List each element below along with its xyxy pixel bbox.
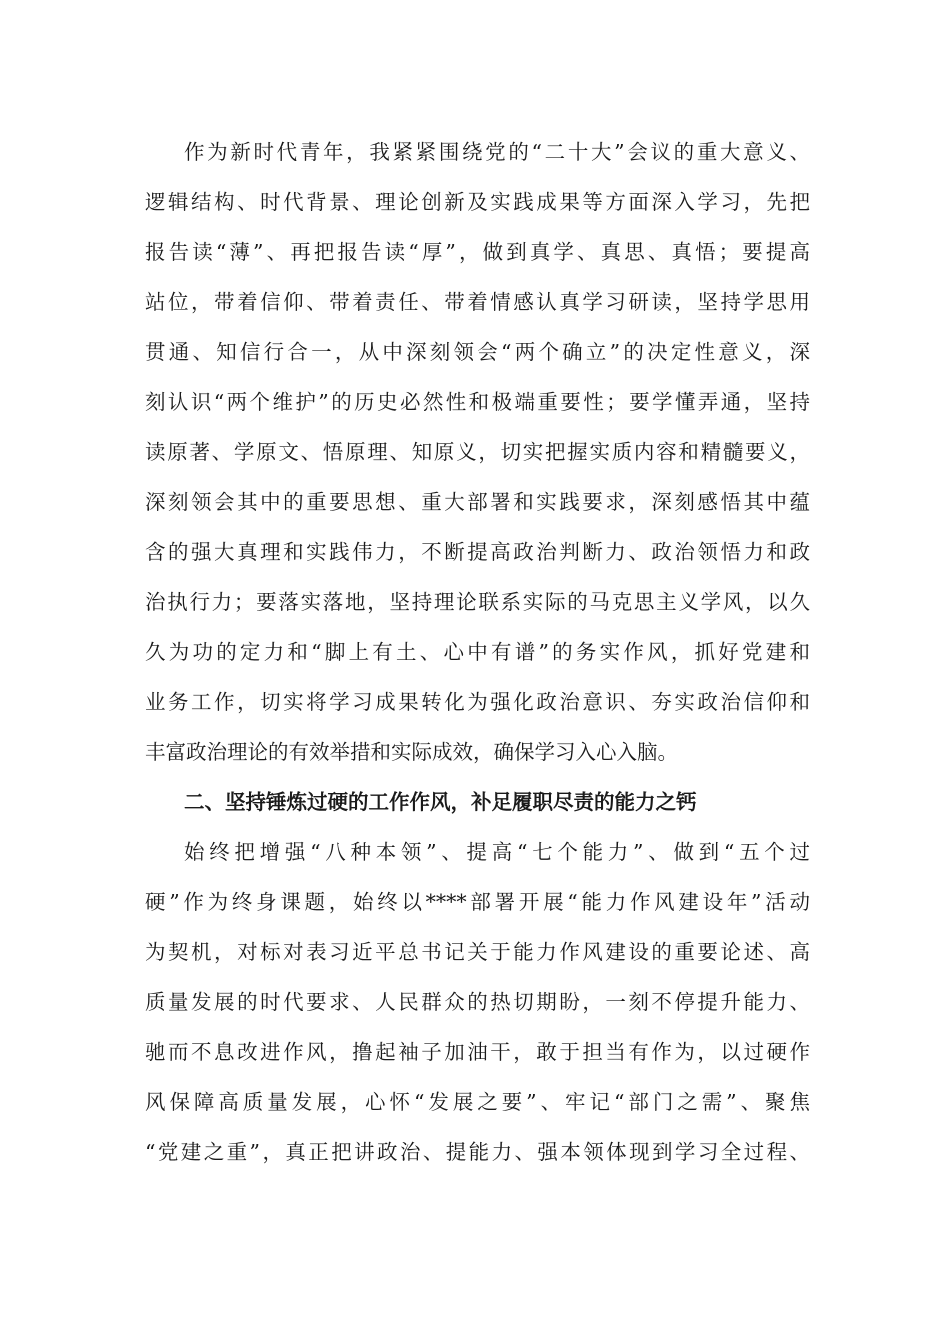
paragraph-2-line-5: 驰而不息改进作风，撸起袖子加油干，敢于担当有作为，以过硬作 xyxy=(145,1040,810,1064)
paragraph-1-line-12: 业务工作，切实将学习成果转化为强化政治意识、夯实政治信仰和 xyxy=(145,690,810,714)
paragraph-1-line-7: 读原著、学原文、悟原理、知原义，切实把握实质内容和精髓要义， xyxy=(145,440,810,464)
paragraph-1-line-3: 报告读“薄”、再把报告读“厚”，做到真学、真思、真悟；要提高 xyxy=(145,240,810,264)
section-heading-2: 二、坚持锤炼过硬的工作作风，补足履职尽责的能力之钙 xyxy=(184,790,697,814)
paragraph-2-line-2: 硬”作为终身课题，始终以****部署开展“能力作风建设年”活动 xyxy=(145,890,810,914)
paragraph-2-line-3: 为契机，对标对表习近平总书记关于能力作风建设的重要论述、高 xyxy=(145,940,810,964)
paragraph-1-line-1: 作为新时代青年，我紧紧围绕党的“二十大”会议的重大意义、 xyxy=(184,140,810,164)
paragraph-1-line-2: 逻辑结构、时代背景、理论创新及实践成果等方面深入学习，先把 xyxy=(145,190,810,214)
paragraph-2-line-1: 始终把增强“八种本领”、提高“七个能力”、做到“五个过 xyxy=(184,840,810,864)
paragraph-1-line-5: 贯通、知信行合一，从中深刻领会“两个确立”的决定性意义，深 xyxy=(145,340,810,364)
paragraph-1-line-10: 治执行力；要落实落地，坚持理论联系实际的马克思主义学风，以久 xyxy=(145,590,810,614)
paragraph-1-line-6: 刻认识“两个维护”的历史必然性和极端重要性；要学懂弄通，坚持 xyxy=(145,390,810,414)
paragraph-2-line-4: 质量发展的时代要求、人民群众的热切期盼，一刻不停提升能力、 xyxy=(145,990,810,1014)
paragraph-2-line-6: 风保障高质量发展，心怀“发展之要”、牢记“部门之需”、聚焦 xyxy=(145,1090,810,1114)
paragraph-2-line-7: “党建之重”，真正把讲政治、提能力、强本领体现到学习全过程、 xyxy=(145,1140,810,1164)
paragraph-1-line-8: 深刻领会其中的重要思想、重大部署和实践要求，深刻感悟其中蕴 xyxy=(145,490,810,514)
paragraph-1-line-9: 含的强大真理和实践伟力，不断提高政治判断力、政治领悟力和政 xyxy=(145,540,810,564)
paragraph-1-line-4: 站位，带着信仰、带着责任、带着情感认真学习研读，坚持学思用 xyxy=(145,290,810,314)
paragraph-1-line-11: 久为功的定力和“脚上有土、心中有谱”的务实作风，抓好党建和 xyxy=(145,640,810,664)
paragraph-1-line-13: 丰富政治理论的有效举措和实际成效，确保学习入心入脑。 xyxy=(145,740,678,764)
